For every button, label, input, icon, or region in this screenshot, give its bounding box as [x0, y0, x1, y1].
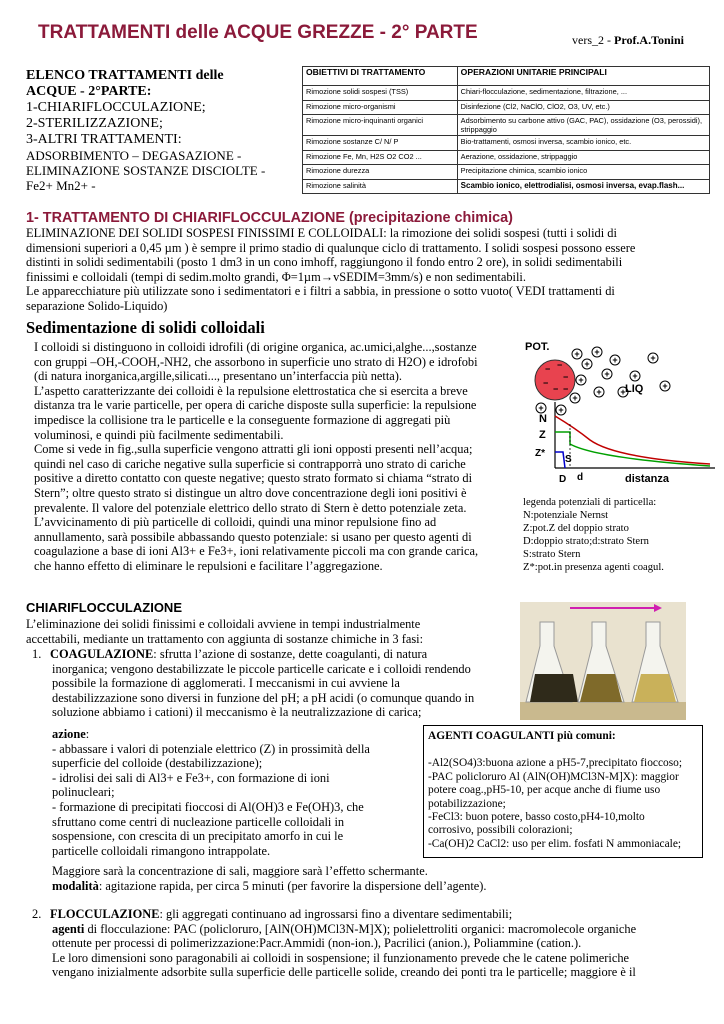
text-line: I colloidi si distinguono in colloidi idrofili (di origine organica, ac.umici,alghe...,sostanze — [34, 340, 477, 354]
table-cell: Rimozione sostanze C/ N/ P — [303, 136, 458, 151]
text-line: L’aspetto caratterizzante dei colloidi è la repulsione elettrostatica che si esercita a breve — [34, 383, 468, 398]
table-header-cell: OPERAZIONI UNITARIE PRINCIPALI — [457, 67, 709, 86]
legend-line: legenda potenziali di particella: — [523, 497, 657, 508]
text-line: corrosivo, possibili colorazioni; — [428, 824, 573, 837]
table-row — [303, 165, 710, 180]
text-line: Stern”; oltre questo strato si distingue un altro dove concentrazione degli ioni positivi è — [34, 485, 467, 500]
list-item: 2-STERILIZZAZIONE; — [26, 116, 163, 131]
table-header-row — [303, 67, 710, 86]
list-item: 1-CHIARIFLOCCULAZIONE; — [26, 100, 206, 115]
text-line: Come si vede in fig.,sulla superficie vengono attratti gli ioni opposti presenti nell’acqua; — [34, 442, 473, 457]
text-line: annullamento, sarà possibile abbassando questo potenziale: si usano per questo agenti di — [34, 529, 472, 544]
box-heading: AGENTI COAGULANTI più comuni: — [428, 730, 616, 742]
text-line: finissimi e colloidali (tempi di sedim.molto grandi, Φ=1µm→vSEDIM=3mm/s) e non sedimentabili. — [26, 269, 526, 284]
text-line: ELIMINAZIONE DEI SOLIDI SOSPESI FINISSIMI E COLLOIDALI: la rimozione dei solidi sospesi (tutti i solidi di — [26, 226, 617, 240]
text-line: Le loro dimensioni sono paragonabili ai colloidi in sospensione; il funzionamento prevede che le catene polimeriche — [52, 950, 630, 965]
label-pot: POT. — [525, 341, 550, 353]
table-cell: Scambio ionico, elettrodialisi, osmosi inversa, evap.flash... — [457, 179, 709, 194]
svg-text:−: − — [563, 384, 569, 394]
text-line: polinucleari; — [52, 785, 115, 800]
section2-paragraph — [34, 340, 508, 574]
svg-text:−: − — [553, 384, 559, 394]
section-heading-sedimentazione: Sedimentazione di solidi colloidali — [26, 318, 265, 337]
colloid-potential-diagram — [515, 340, 720, 495]
svg-text:+: + — [650, 353, 656, 363]
label-distanza: distanza — [625, 473, 670, 485]
svg-text:+: + — [662, 381, 668, 391]
legend-line: D:doppio strato;d:strato Stern — [523, 536, 649, 547]
text-line: distinti in solidi sedimentabili (posto 1 dm3 in un cono imhoff, raggiungono il fondo entro 2 ore), in solidi sedimentabili — [26, 255, 623, 270]
text-line: che hanno effetto di eliminare le repulsioni e facilitare l’aggregazione. — [34, 558, 383, 573]
table-cell: Adsorbimento su carbone attivo (GAC, PAC), ossidazione (O3, perossidi), strippaggio — [457, 115, 709, 136]
table-row — [303, 100, 710, 115]
table-header-cell: OBIETTIVI DI TRATTAMENTO — [303, 67, 458, 86]
table-cell: Rimozione solidi sospesi (TSS) — [303, 86, 458, 101]
label-d: D — [559, 474, 567, 485]
curve-n — [555, 416, 710, 464]
svg-text:+: + — [574, 349, 580, 359]
item-number: 2. — [32, 907, 42, 921]
version-label — [572, 33, 684, 48]
curve-green — [555, 432, 710, 466]
text-line: -Al2(SO4)3:buona azione a pH5-7,precipitato fioccoso; — [428, 757, 682, 770]
table-cell: Rimozione salinità — [303, 179, 458, 194]
text-line: voluminosi, e quindi più facilmente sedimentabili. — [34, 427, 284, 442]
text-line: separazione Solido-Liquido) — [26, 298, 168, 313]
curve-blue — [555, 452, 565, 468]
legend-line: Z*:pot.in presenza agenti coagul. — [523, 562, 664, 573]
text-line: dimensioni superiori a 0,45 µm ) è sempre il primo stadio di qualunque ciclo di trattamento. I solidi sospesi possono essere — [26, 240, 636, 255]
text-line: Maggiore sarà la concentrazione di sali, maggiore sarà l’effetto schermante. — [52, 864, 428, 878]
text-line: con gruppi –OH,-COOH,-NH2, che assorbono in superficie uno strato di H2O) e idrofobi — [34, 354, 478, 369]
graph-legend — [523, 496, 713, 574]
table-cell: Bio-trattamenti, osmosi inversa, scambio ionico, etc. — [457, 136, 709, 151]
svg-text:+: + — [538, 403, 544, 413]
modalita-text: : agitazione rapida, per circa 5 minuti (per favorire la dispersione dell’agente). — [98, 878, 487, 893]
table-cell: Rimozione micro-organismi — [303, 100, 458, 115]
coag-text: : sfrutta l’azione di sostanze, dette coagulanti, di natura — [153, 647, 428, 661]
flocculation-item — [26, 907, 716, 980]
label-d-small: d — [577, 472, 584, 483]
text-line — [26, 907, 716, 922]
label-n: N — [539, 413, 547, 425]
list-subitem: ELIMINAZIONE SOSTANZE DISCIOLTE - — [26, 163, 266, 178]
coagulation-item — [26, 647, 516, 720]
table-cell: Disinfezione (Cl2, NaClO, ClO2, O3, UV, etc.) — [457, 100, 709, 115]
text-line: distanza tra le varie particelle, per opera di cariche disposte sulla superficie: la repulsione — [34, 398, 477, 413]
author: Prof.A.Tonini — [614, 33, 685, 47]
table-row — [303, 179, 710, 194]
legend-line: N:potenziale Nernst — [523, 510, 609, 521]
table-cell: Chiari-flocculazione, sedimentazione, filtrazione, ... — [457, 86, 709, 101]
label-z: Z — [539, 429, 546, 441]
svg-text:+: + — [620, 387, 626, 397]
svg-text:−: − — [545, 364, 551, 374]
azione-label: azione — [52, 727, 86, 741]
text-line: sfruttano come centri di nucleazione particelle colloidali in — [52, 814, 345, 829]
text-line: - idrolisi dei sali di Al3+ e Fe3+, con formazione di ioni — [52, 770, 330, 785]
objectives-table — [302, 66, 710, 194]
table-cell: Precipitazione chimica, scambio ionico — [457, 165, 709, 180]
text-line: -Ca(OH)2 CaCl2: uso per elim. fosfati N ammoniacale; — [428, 837, 682, 850]
text-line: accettabili, mediante un trattamento con aggiunta di sostanze chimiche in 3 fasi: — [26, 631, 424, 646]
section-heading-chiariflocculazione: 1- TRATTAMENTO DI CHIARIFLOCCULAZIONE (precipitazione chimica) — [26, 210, 513, 226]
label-zstar: Z* — [535, 448, 545, 459]
photo-shelf — [520, 702, 686, 720]
text-line: vengano inizialmente adsorbite sulla superficie delle particelle solide, creando dei ponti tra le particelle; maggiore è il — [52, 965, 636, 980]
svg-text:+: + — [578, 375, 584, 385]
text-line — [26, 647, 516, 662]
text-line: inorganica; vengono destabilizzate le piccole particelle caricate e i colloidi rendendo — [52, 661, 471, 676]
coag-notes — [52, 864, 652, 893]
svg-text:+: + — [632, 371, 638, 381]
list-item: 3-ALTRI TRATTAMENTI: — [26, 132, 182, 147]
label-liq: LIQ — [625, 383, 644, 395]
svg-text:+: + — [558, 405, 564, 415]
text-line: L’eliminazione dei solidi finissimi e colloidali avviene in tempi industrialmente — [26, 617, 421, 631]
treatment-list — [26, 68, 296, 193]
table-row — [303, 115, 710, 136]
agenti-text: di flocculazione: PAC (policloruro, [AlN(OH)MCl3N-M]X); polielettroliti organici: macromolecole organiche — [84, 921, 637, 936]
section1-paragraph — [26, 226, 714, 314]
table-row — [303, 86, 710, 101]
text-line: impedisce la collisione tra le particelle e la conseguente formazione di aggregati più — [34, 412, 451, 427]
table-cell: Rimozione durezza — [303, 165, 458, 180]
svg-text:+: + — [584, 359, 590, 369]
modalita-label: modalità — [52, 878, 99, 893]
text-line: prevalente. Il valore del potenziale elettrico dello strato di Stern è detto potenziale zeta. — [34, 500, 467, 515]
svg-text:−: − — [543, 378, 549, 388]
svg-text:+: + — [612, 355, 618, 365]
section3-intro — [26, 617, 516, 646]
text-line: possibile la formazione di agglomerati. I meccanismi in cui avviene la — [52, 676, 400, 691]
text-line: - formazione di precipitati fioccosi di Al(OH)3 e Fe(OH)3, che — [52, 799, 364, 814]
text-line: ottenute per processi di polimerizzazione:Pacr.Ammidi (non-ion.), Pacrilici (anion.), Poliammine (cation.). — [52, 936, 582, 951]
text-line: coagulazione a base di ioni Al3+ e Fe3+, ioni relativamente piccoli ma con grande carica, — [34, 544, 479, 559]
table-cell: Aerazione, ossidazione, strippaggio — [457, 150, 709, 165]
svg-text:−: − — [557, 360, 563, 370]
text-line: azione: — [52, 727, 90, 741]
page-title: TRATTAMENTI delle ACQUE GREZZE - 2° PARTE — [38, 22, 478, 43]
text-line: (di natura inorganica,argille,silicati..., presentano un’interfaccia più netta). — [34, 369, 403, 384]
svg-text:+: + — [604, 369, 610, 379]
text-line: superficie del colloide (destabilizzazione); — [52, 756, 263, 771]
coag-action — [52, 727, 412, 858]
text-line: quindi nel caso di cariche negative sulla superficie si contrapporrà uno strato di cariche — [34, 456, 466, 471]
text-line: particelle colloidali rimangono intrappolate. — [52, 843, 271, 858]
text-line: -FeCl3: buon potere, basso costo,pH4-10,molto — [428, 811, 645, 824]
text-line: destabilizzazione sono diversi in funzione del pH; a pH acidi (o comunque quando in — [52, 690, 475, 705]
floc-title: FLOCCULAZIONE — [50, 907, 160, 921]
agenti-label: agenti — [52, 921, 85, 936]
table-cell: Rimozione Fe, Mn, H2S O2 CO2 ... — [303, 150, 458, 165]
floc-text: : gli aggregati continuano ad ingrossarsi fino a diventare sedimentabili; — [159, 907, 513, 921]
text-line — [26, 922, 716, 937]
table-row — [303, 136, 710, 151]
section-heading-chiariflocculazione-2: CHIARIFLOCCULAZIONE — [26, 600, 182, 615]
label-s: S — [565, 454, 572, 465]
text-line: -PAC policloruro Al (AlN(OH)MCl3N-M]X): maggior — [428, 770, 679, 783]
list-heading-1: ELENCO TRATTAMENTI delle — [26, 68, 224, 83]
flasks-photo — [520, 602, 686, 720]
text-line: potabilizzazione; — [428, 797, 506, 810]
colloid-particle — [535, 360, 575, 400]
table-row — [303, 150, 710, 165]
coag-title: COAGULAZIONE — [50, 647, 154, 661]
text-line: positive a diretto contatto con queste negative; questo strato formato si chiama “strato di — [34, 471, 473, 486]
version-text: vers_2 - — [572, 33, 614, 47]
table-cell: Rimozione micro-inquinanti organici — [303, 115, 458, 136]
legend-line: Z:pot.Z del doppio strato — [523, 523, 629, 534]
item-number: 1. — [32, 647, 42, 661]
svg-text:−: − — [563, 372, 569, 382]
text-line: L’avvicinamento di più particelle di colloidi, quindi una minor repulsione fino ad — [34, 515, 437, 530]
coagulant-agents-box — [423, 725, 703, 858]
svg-text:+: + — [572, 393, 578, 403]
text-line: - abbassare i valori di potenziale elettrico (Z) in prossimità della — [52, 741, 370, 756]
text-line: sospensione, con crescita di un precipitato amorfo in cui le — [52, 829, 344, 844]
svg-text:+: + — [596, 387, 602, 397]
text-line: potere coag.,pH5-10, per acque anche di fiume uso — [428, 784, 661, 797]
list-subitem: ADSORBIMENTO – DEGASAZIONE - — [26, 148, 242, 163]
text-line: Le apparecchiature più utilizzate sono i sedimentatori e i filtri a sabbia, in pressione o sotto vuoto( VEDI trattamenti di — [26, 284, 615, 299]
legend-line: S:strato Stern — [523, 549, 581, 560]
list-subitem: Fe2+ Mn2+ - — [26, 178, 96, 193]
list-heading-2: ACQUE - 2°PARTE: — [26, 84, 152, 99]
svg-text:+: + — [594, 347, 600, 357]
text-line: soluzione abbiamo i cationi) il meccanismo è la neutralizzazione di carica; — [52, 705, 422, 720]
text-line — [52, 879, 652, 894]
